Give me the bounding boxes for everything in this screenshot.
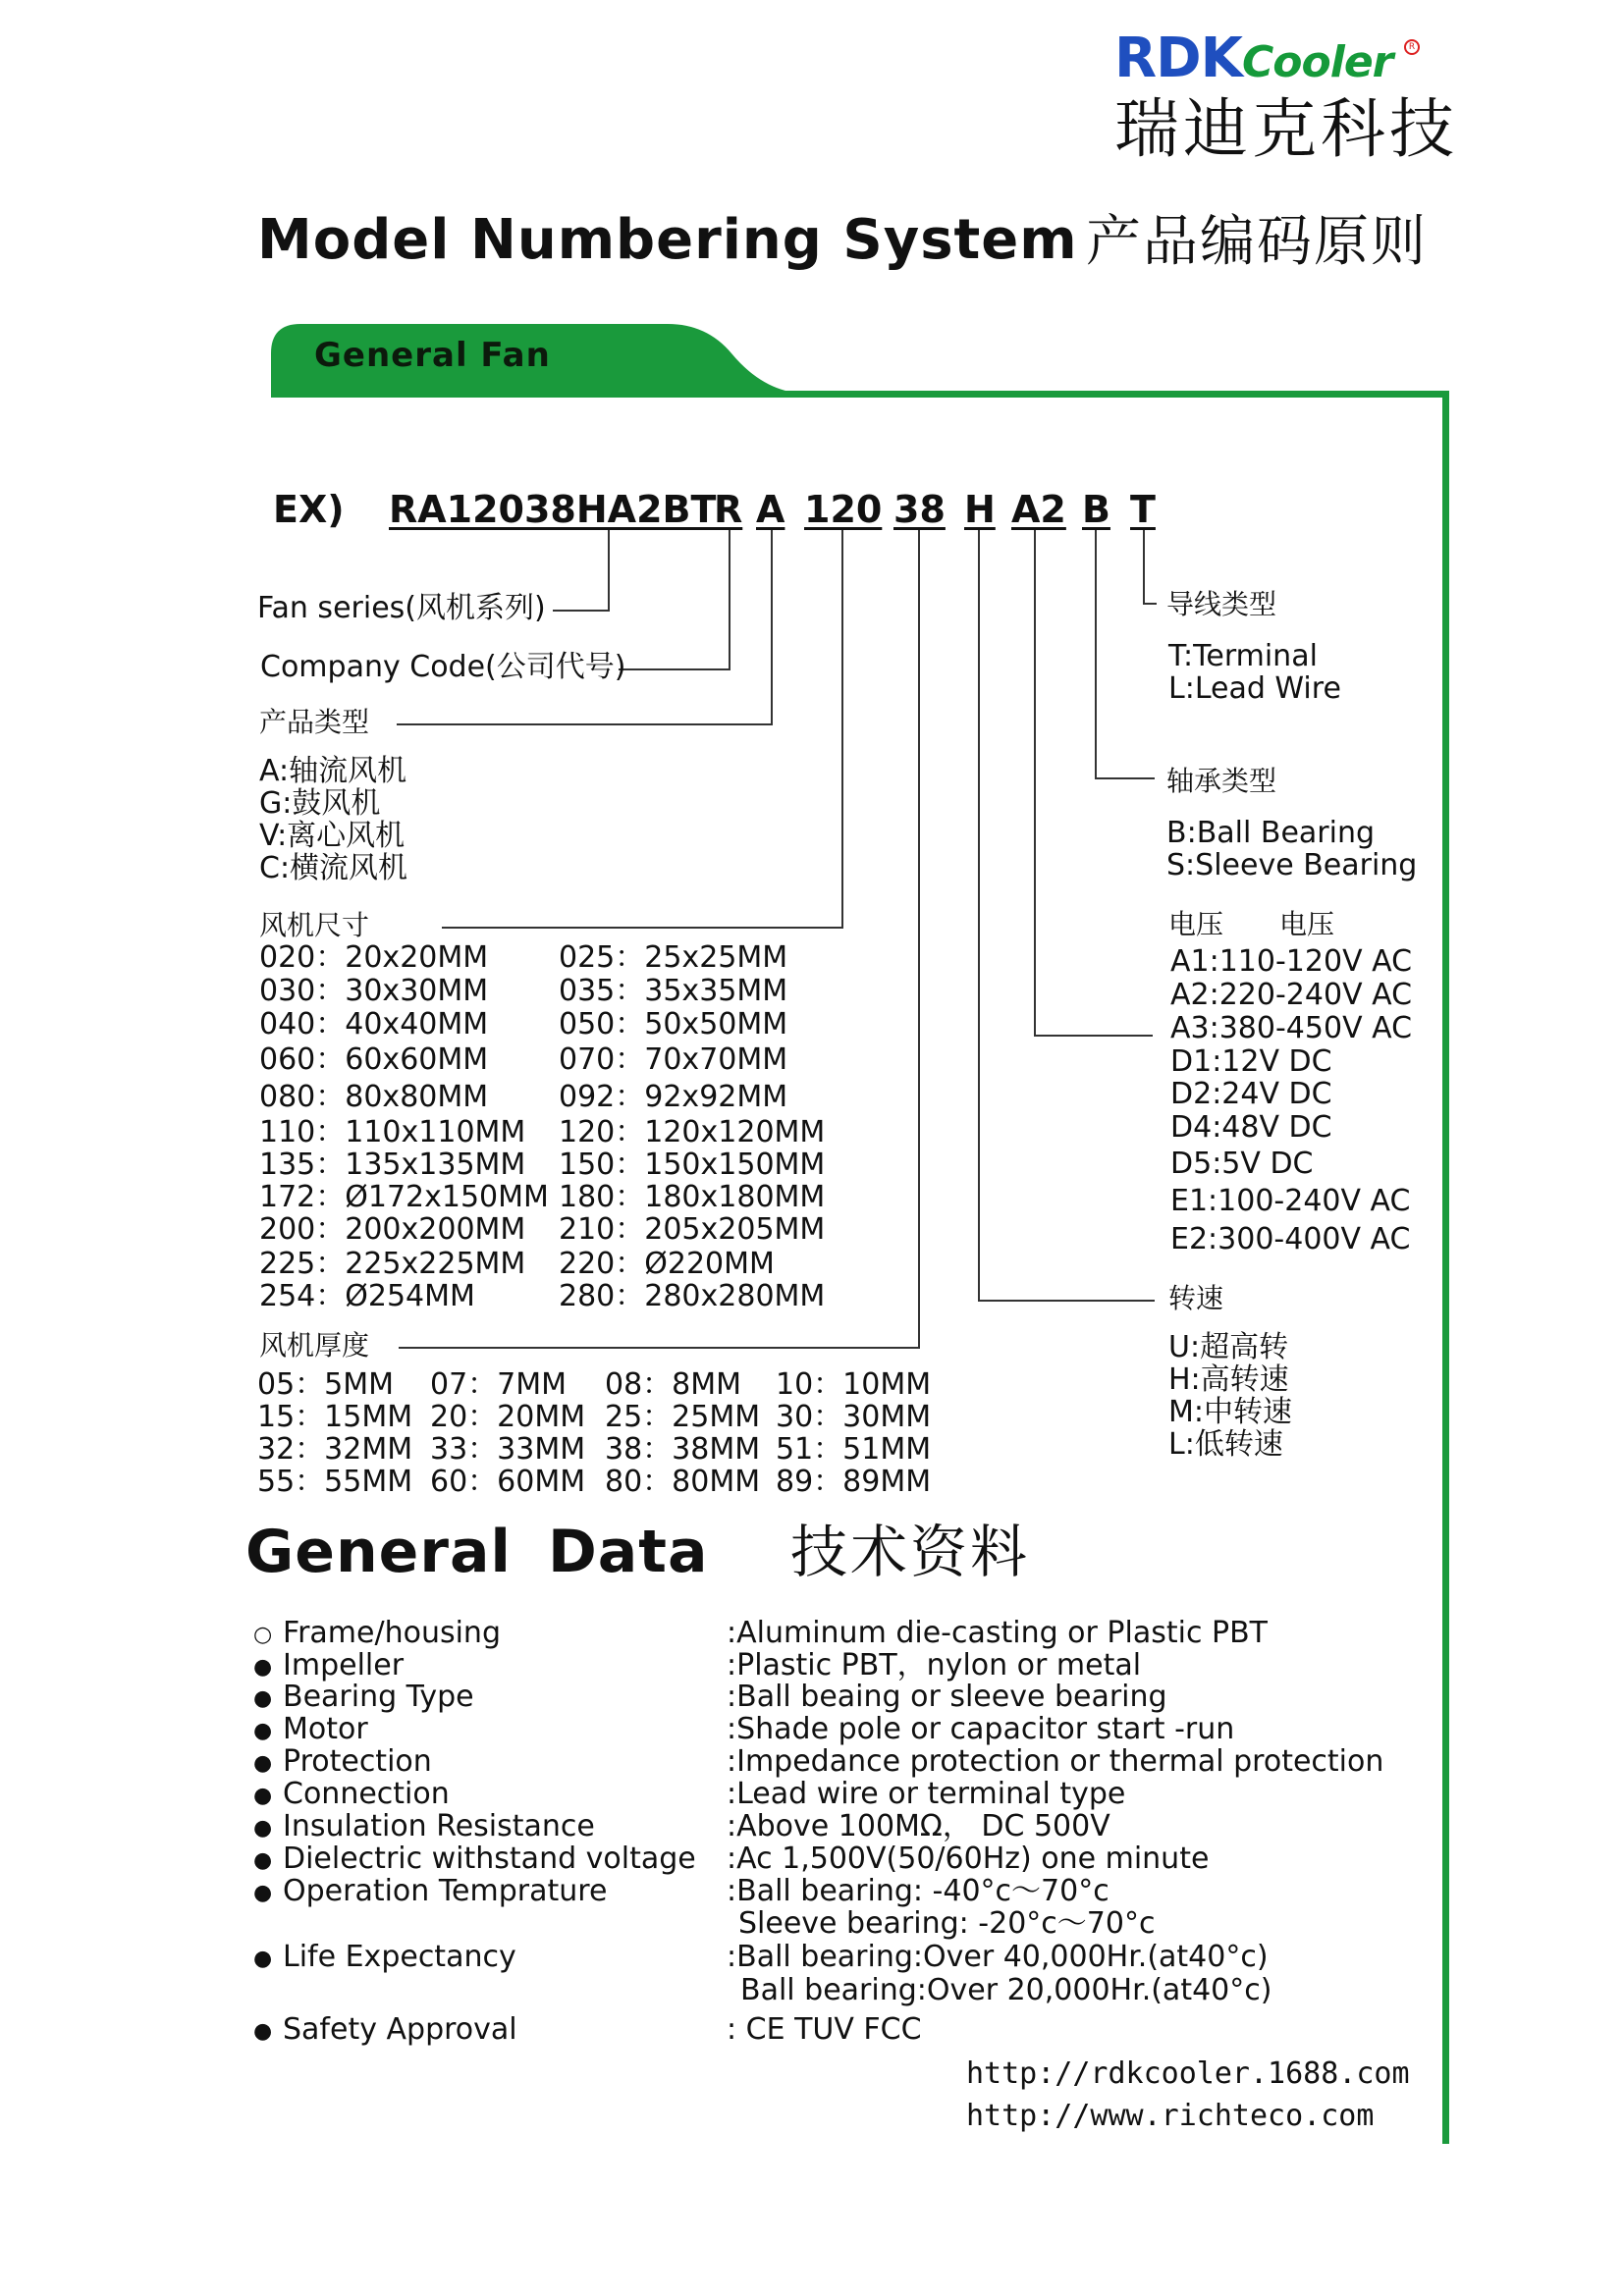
size-item: 050：50x50MM bbox=[559, 1007, 788, 1041]
bullet-dot-icon: ● bbox=[253, 1848, 273, 1873]
spec-value: :Ball beaing or sleeve bearing bbox=[727, 1680, 1167, 1714]
voltage-item: D4:48V DC bbox=[1170, 1110, 1332, 1145]
model-prefix: EX) bbox=[273, 488, 345, 531]
thickness-item: 38：38MM bbox=[605, 1432, 761, 1467]
speed-item: U:超高转 bbox=[1168, 1330, 1289, 1364]
thickness-item: 89：89MM bbox=[776, 1465, 932, 1499]
voltage-item: D2:24V DC bbox=[1170, 1077, 1332, 1111]
voltage-title: 电压 bbox=[1168, 908, 1224, 940]
model-part-lead: T bbox=[1130, 488, 1156, 531]
model-part-thickness: 38 bbox=[893, 488, 946, 531]
general-data-title-2: Data bbox=[548, 1518, 709, 1586]
bullet-dot-icon: ● bbox=[253, 2019, 273, 2044]
product-type-title: 产品类型 bbox=[259, 706, 370, 738]
size-item: 080：80x80MM bbox=[259, 1080, 489, 1114]
bullet-dot-icon: ● bbox=[253, 1686, 273, 1711]
spec-label: Connection bbox=[283, 1777, 450, 1811]
size-item: 035：35x35MM bbox=[559, 974, 788, 1008]
bullet-dot-icon: ● bbox=[253, 1947, 273, 1971]
spec-label: Life Expectancy bbox=[283, 1940, 516, 1974]
spec-label: Insulation Resistance bbox=[283, 1809, 595, 1843]
size-item: 025：25x25MM bbox=[559, 940, 788, 975]
bullet-dot-icon: ● bbox=[253, 1655, 273, 1680]
general-data-title-cn: 技术资料 bbox=[790, 1519, 1031, 1585]
size-item: 225：225x225MM bbox=[259, 1247, 526, 1281]
thickness-item: 07：7MM bbox=[430, 1367, 568, 1402]
model-part-voltage: A2 bbox=[1011, 488, 1066, 531]
thickness-item: 10：10MM bbox=[776, 1367, 932, 1402]
page-title: Model Numbering System bbox=[257, 208, 1078, 272]
spec-label: Impeller bbox=[283, 1648, 405, 1682]
model-full-code: RA12038HA2BT bbox=[389, 488, 717, 531]
thickness-title: 风机厚度 bbox=[259, 1329, 370, 1362]
spec-label: Motor bbox=[283, 1712, 368, 1746]
size-item: 120：120x120MM bbox=[559, 1115, 826, 1149]
spec-value-line2: Sleeve bearing: -20°c～70°c bbox=[738, 1906, 1156, 1941]
spec-value: :Above 100MΩ， DC 500V bbox=[727, 1809, 1110, 1843]
company-name-cn: 瑞迪克科技 bbox=[1114, 91, 1458, 167]
bearing-type-item: B:Ball Bearing bbox=[1166, 816, 1376, 850]
bearing-type-title: 轴承类型 bbox=[1166, 765, 1277, 797]
product-type-item: G:鼓风机 bbox=[259, 786, 381, 821]
thickness-item: 60：60MM bbox=[430, 1465, 586, 1499]
model-part-series: R bbox=[714, 488, 743, 531]
company-code-label: Company Code(公司代号) bbox=[260, 650, 626, 684]
fan-series-label: Fan series(风机系列) bbox=[257, 591, 546, 625]
size-item: 030：30x30MM bbox=[259, 974, 489, 1008]
thickness-item: 05：5MM bbox=[257, 1367, 395, 1402]
bullet-dot-icon: ● bbox=[253, 1719, 273, 1743]
section-tab-label: General Fan bbox=[314, 336, 551, 375]
size-item: 254：Ø254MM bbox=[259, 1279, 475, 1313]
model-part-speed: H bbox=[964, 488, 996, 531]
spec-label: Operation Temprature bbox=[283, 1874, 608, 1908]
logo-rdk-text: RDK bbox=[1114, 27, 1242, 90]
spec-value: :Ball bearing: -40°c～70°c bbox=[727, 1874, 1109, 1908]
product-type-item: C:横流风机 bbox=[259, 851, 408, 885]
voltage-item: A1:110-120V AC bbox=[1170, 944, 1413, 979]
voltage-item: D1:12V DC bbox=[1170, 1044, 1332, 1079]
spec-value: :Aluminum die-casting or Plastic PBT bbox=[727, 1616, 1268, 1650]
size-item: 135：135x135MM bbox=[259, 1148, 526, 1182]
thickness-item: 55：55MM bbox=[257, 1465, 413, 1499]
voltage-item: D5:5V DC bbox=[1170, 1147, 1314, 1181]
thickness-item: 08：8MM bbox=[605, 1367, 742, 1402]
spec-value: :Shade pole or capacitor start -run bbox=[727, 1712, 1235, 1746]
size-item: 020：20x20MM bbox=[259, 940, 489, 975]
voltage-item: E1:100-240V AC bbox=[1170, 1184, 1411, 1218]
voltage-item: A2:220-240V AC bbox=[1170, 978, 1413, 1012]
size-item: 110：110x110MM bbox=[259, 1115, 526, 1149]
thickness-item: 51：51MM bbox=[776, 1432, 932, 1467]
size-title: 风机尺寸 bbox=[259, 909, 370, 941]
voltage-item: E2:300-400V AC bbox=[1170, 1222, 1411, 1256]
thickness-item: 25：25MM bbox=[605, 1400, 761, 1434]
spec-value: :Ac 1,500V(50/60Hz) one minute bbox=[727, 1842, 1210, 1876]
bullet-dot-icon: ● bbox=[253, 1816, 273, 1841]
product-type-item: V:离心风机 bbox=[259, 819, 406, 853]
website-link-richteco[interactable]: http://www.richteco.com bbox=[966, 2099, 1375, 2133]
model-part-size: 120 bbox=[804, 488, 883, 531]
voltage-title: 电压 bbox=[1279, 908, 1335, 940]
model-part-type: A bbox=[756, 488, 785, 531]
lead-type-title: 导线类型 bbox=[1166, 588, 1277, 620]
spec-value: :Ball bearing:Over 40,000Hr.(at40°c) bbox=[727, 1940, 1269, 1974]
size-item: 210：205x205MM bbox=[559, 1212, 826, 1247]
product-type-item: A:轴流风机 bbox=[259, 754, 407, 788]
thickness-item: 32：32MM bbox=[257, 1432, 413, 1467]
spec-label: Safety Approval bbox=[283, 2012, 517, 2047]
lead-type-item: T:Terminal bbox=[1168, 639, 1318, 673]
spec-label: Bearing Type bbox=[283, 1680, 474, 1714]
registered-mark-icon: R bbox=[1404, 39, 1420, 55]
spec-value: :Plastic PBT，nylon or metal bbox=[727, 1648, 1142, 1682]
spec-label: Dielectric withstand voltage bbox=[283, 1842, 696, 1876]
bullet-dot-icon: ● bbox=[253, 1784, 273, 1808]
bullet-dot-icon: ● bbox=[253, 1881, 273, 1905]
general-data-title: General bbox=[245, 1518, 512, 1586]
size-item: 040：40x40MM bbox=[259, 1007, 489, 1041]
size-item: 070：70x70MM bbox=[559, 1042, 788, 1077]
size-item: 092：92x92MM bbox=[559, 1080, 788, 1114]
size-item: 180：180x180MM bbox=[559, 1180, 826, 1214]
bearing-type-item: S:Sleeve Bearing bbox=[1166, 848, 1418, 882]
thickness-item: 80：80MM bbox=[605, 1465, 761, 1499]
website-link-1688[interactable]: http://rdkcooler.1688.com bbox=[966, 2056, 1410, 2091]
speed-item: M:中转速 bbox=[1168, 1395, 1292, 1429]
thickness-item: 33：33MM bbox=[430, 1432, 586, 1467]
speed-item: H:高转速 bbox=[1168, 1362, 1289, 1397]
spec-value: :Lead wire or terminal type bbox=[727, 1777, 1126, 1811]
speed-title: 转速 bbox=[1168, 1282, 1224, 1314]
spec-label: Frame/housing bbox=[283, 1616, 501, 1650]
lead-type-item: L:Lead Wire bbox=[1168, 671, 1341, 706]
spec-value: : CE TUV FCC bbox=[727, 2012, 922, 2047]
thickness-item: 15：15MM bbox=[257, 1400, 413, 1434]
voltage-item: A3:380-450V AC bbox=[1170, 1011, 1413, 1045]
model-part-bearing: B bbox=[1082, 488, 1110, 531]
size-item: 220：Ø220MM bbox=[559, 1247, 775, 1281]
page-title-cn: 产品编码原则 bbox=[1086, 210, 1428, 274]
size-item: 280：280x280MM bbox=[559, 1279, 826, 1313]
bullet-circle-icon: ○ bbox=[253, 1623, 273, 1647]
size-item: 200：200x200MM bbox=[259, 1212, 526, 1247]
size-item: 172：Ø172x150MM bbox=[259, 1180, 549, 1214]
bullet-dot-icon: ● bbox=[253, 1751, 273, 1776]
speed-item: L:低转速 bbox=[1168, 1427, 1283, 1462]
thickness-item: 30：30MM bbox=[776, 1400, 932, 1434]
size-item: 150：150x150MM bbox=[559, 1148, 826, 1182]
size-item: 060：60x60MM bbox=[259, 1042, 489, 1077]
spec-value-line2: Ball bearing:Over 20,000Hr.(at40°c) bbox=[740, 1973, 1272, 2007]
spec-value: :Impedance protection or thermal protection bbox=[727, 1744, 1384, 1779]
logo-cooler-text: Cooler bbox=[1242, 37, 1393, 87]
thickness-item: 20：20MM bbox=[430, 1400, 586, 1434]
spec-label: Protection bbox=[283, 1744, 432, 1779]
